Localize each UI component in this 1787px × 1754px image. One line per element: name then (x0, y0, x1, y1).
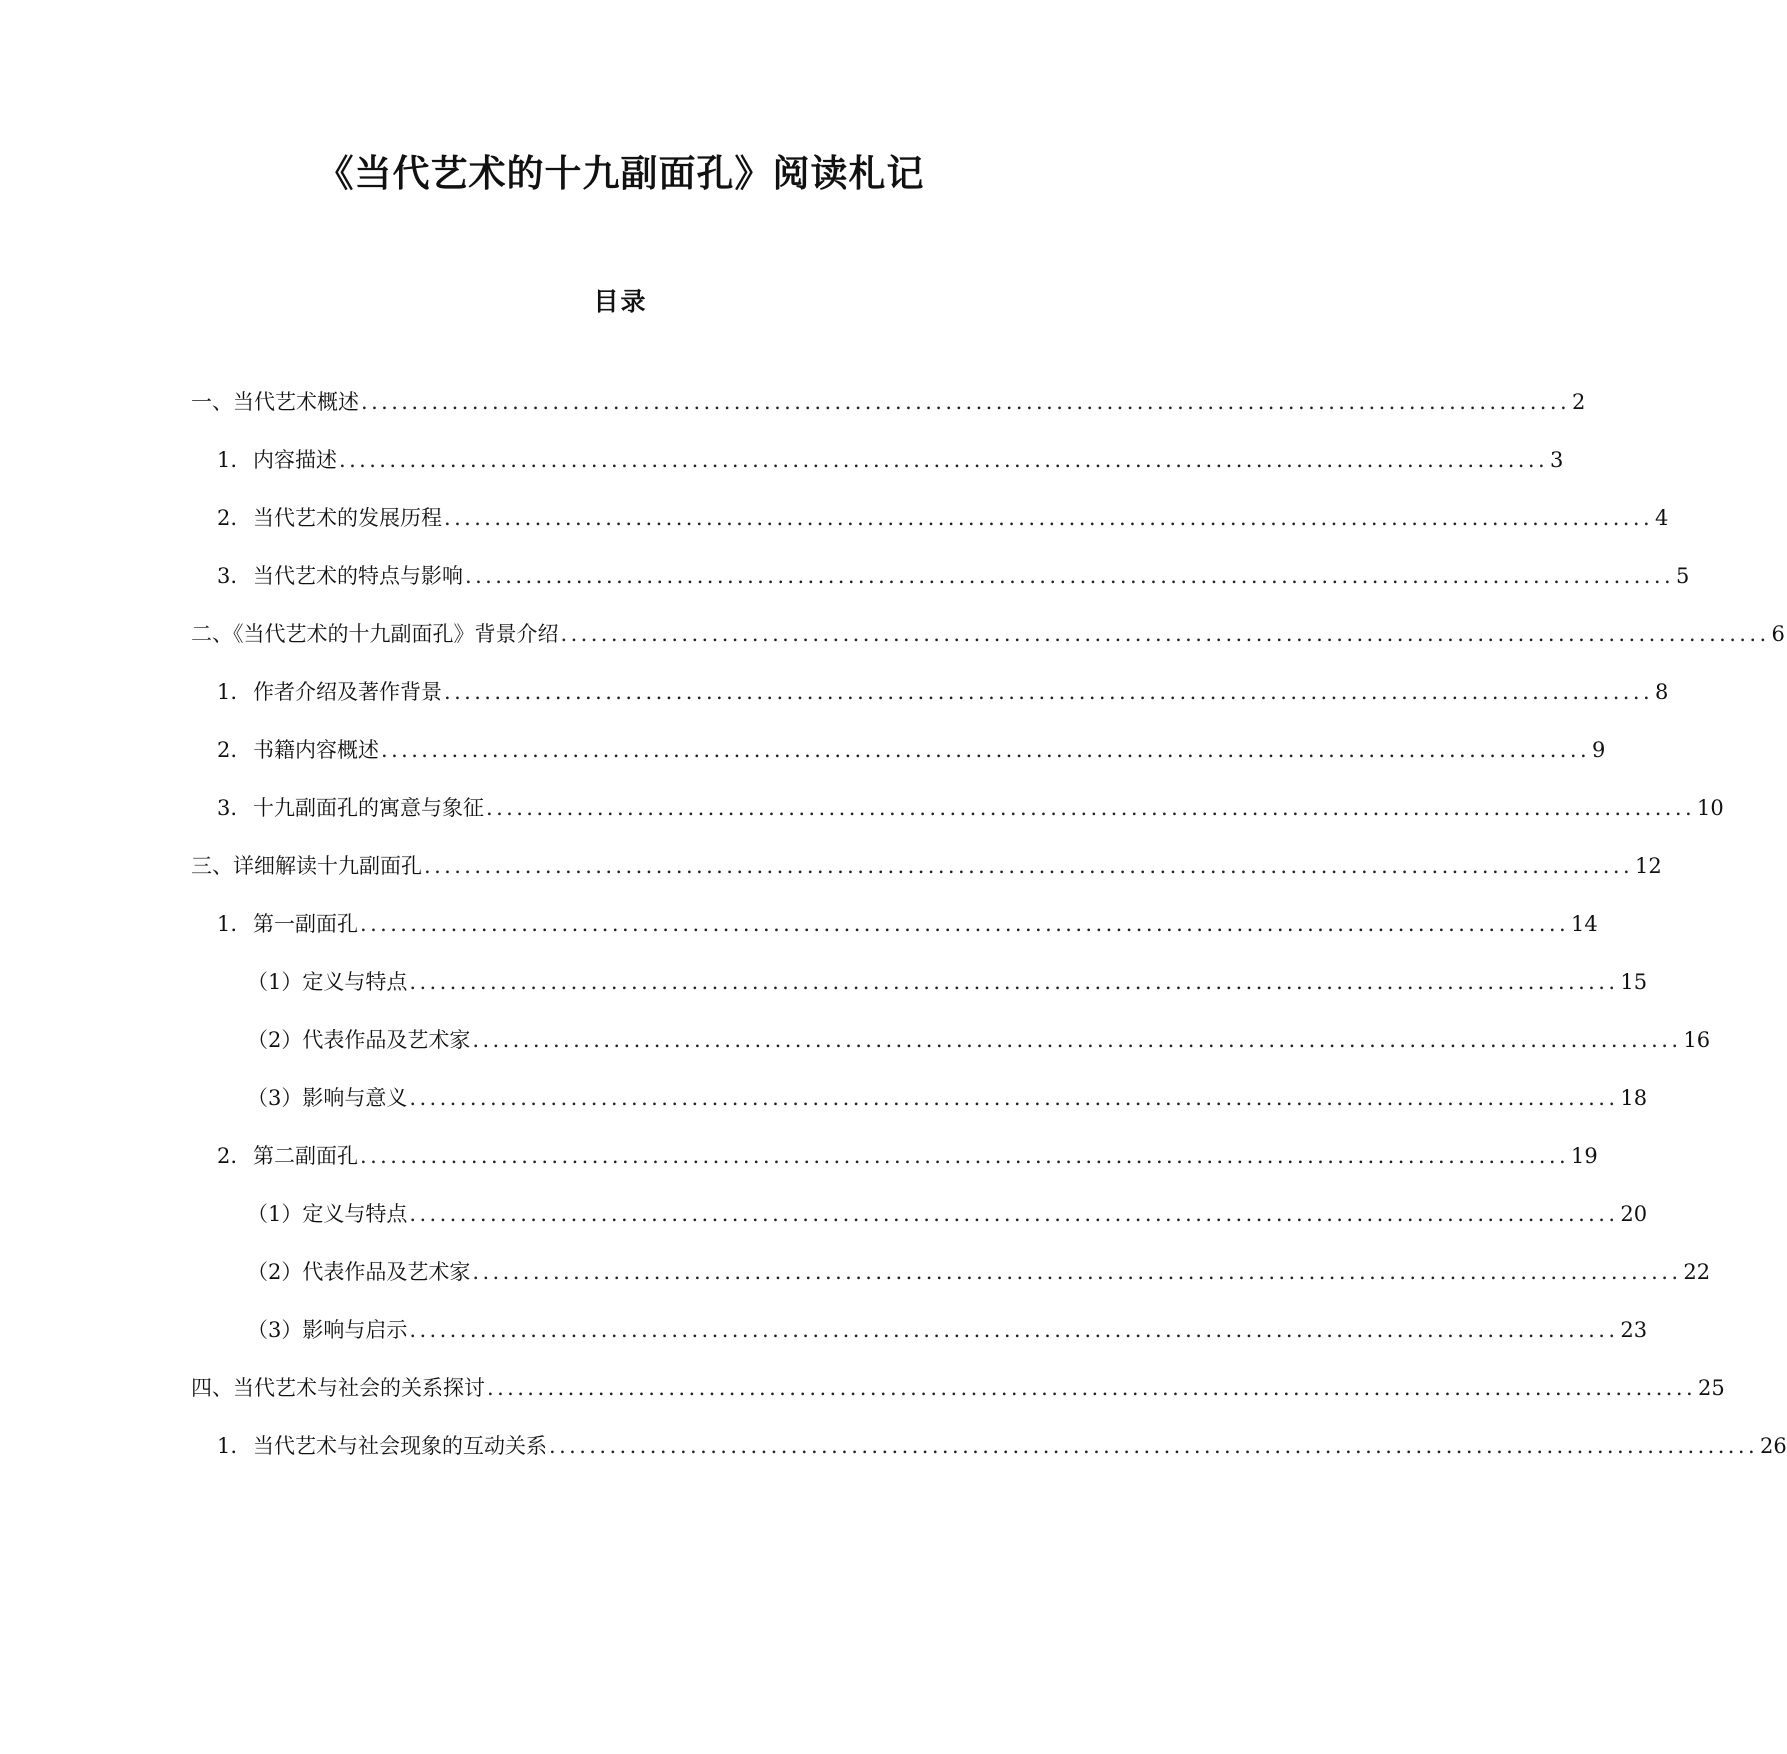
toc-leader-dots: ........................................................................................................................ (487, 1376, 1697, 1400)
toc-leader-dots: ........................................................................................................................ (486, 796, 1696, 820)
toc-entry[interactable] (217, 443, 1564, 477)
toc-entry-number: 1. (217, 680, 238, 704)
toc-page-number: 16 (1683, 1028, 1711, 1052)
toc-heading: 目录 (593, 287, 648, 316)
toc-leader-dots: ........................................................................................................................ (465, 564, 1675, 588)
toc-page-number: 9 (1592, 738, 1606, 762)
toc-leader-dots: ........................................................................................................................ (360, 912, 1570, 936)
toc-entry[interactable] (217, 1139, 1598, 1173)
toc-entry[interactable] (247, 1313, 1648, 1347)
toc-entry-text: 十九副面孔的寓意与象征 (253, 796, 484, 820)
toc-page-number: 14 (1571, 912, 1598, 936)
toc-leader-dots: ........................................................................................................................ (409, 1318, 1619, 1342)
toc-leader-dots: ........................................................................................................................ (409, 970, 1619, 994)
toc-entry-number: 2. (217, 1144, 238, 1168)
toc-page-number: 18 (1620, 1086, 1648, 1110)
toc-leader-dots: ........................................................................................................................ (361, 390, 1571, 414)
toc-entry-text: 当代艺术的特点与影响 (253, 564, 463, 588)
toc-page-number: 8 (1655, 680, 1669, 704)
toc-leader-dots: ........................................................................................................................ (381, 738, 1591, 762)
toc-leader-dots: ........................................................................................................................ (424, 854, 1634, 878)
toc-entry-text: 第二副面孔 (253, 1144, 358, 1168)
toc-page-number: 26 (1760, 1434, 1787, 1458)
toc-page-number: 12 (1635, 854, 1662, 878)
toc-page-number: 23 (1620, 1318, 1648, 1342)
toc-entry-number: 1. (217, 912, 238, 936)
toc-entry-text: 书籍内容概述 (253, 738, 379, 762)
toc-page-number: 22 (1683, 1260, 1711, 1284)
toc-page-number: 5 (1676, 564, 1690, 588)
toc-page-number: 4 (1655, 506, 1669, 530)
toc-leader-dots: ........................................................................................................................ (560, 622, 1770, 646)
toc-entry-text: 一、当代艺术概述 (191, 390, 359, 414)
toc-entry-text: 二、《当代艺术的十九副面孔》背景介绍 (191, 622, 559, 646)
toc-page-number: 3 (1550, 448, 1564, 472)
toc-entry-text: 第一副面孔 (253, 912, 358, 936)
toc-entry[interactable] (217, 1429, 1787, 1463)
toc-entry-number: 3. (217, 564, 238, 588)
toc-page-number: 6 (1771, 622, 1785, 646)
toc-leader-dots: ........................................................................................................................ (360, 1144, 1570, 1168)
toc-entry[interactable] (247, 1197, 1648, 1231)
toc-entry-text: （3）影响与意义 (247, 1086, 408, 1110)
toc-entry[interactable] (191, 617, 1785, 651)
toc-entry-text: （1）定义与特点 (247, 1202, 408, 1226)
toc-entry-number: 1. (217, 448, 238, 472)
toc-leader-dots: ........................................................................................................................ (472, 1028, 1682, 1052)
toc-entry[interactable] (217, 791, 1724, 825)
toc-entry-number: 1. (217, 1434, 238, 1458)
toc-entry-text: 内容描述 (253, 448, 337, 472)
toc-leader-dots: ........................................................................................................................ (444, 680, 1654, 704)
toc-entry[interactable] (247, 1081, 1648, 1115)
document-title: 《当代艺术的十九副面孔》阅读札记 (316, 152, 925, 195)
toc-entry[interactable] (217, 733, 1606, 767)
toc-leader-dots: ........................................................................................................................ (409, 1202, 1619, 1226)
toc-entry-text: 作者介绍及著作背景 (253, 680, 442, 704)
toc-entry[interactable] (191, 849, 1662, 883)
toc-entry-text: （2）代表作品及艺术家 (247, 1260, 471, 1284)
toc-page-number: 19 (1571, 1144, 1598, 1168)
toc-page-number: 15 (1620, 970, 1648, 994)
toc-entry[interactable] (217, 675, 1669, 709)
toc-entry-number: 3. (217, 796, 238, 820)
toc-entry-text: （2）代表作品及艺术家 (247, 1028, 471, 1052)
toc-entry[interactable] (247, 1255, 1711, 1289)
toc-leader-dots: ........................................................................................................................ (444, 506, 1654, 530)
toc-entry[interactable] (191, 385, 1586, 419)
toc-leader-dots: ........................................................................................................................ (472, 1260, 1682, 1284)
toc-entry-text: 三、详细解读十九副面孔 (191, 854, 422, 878)
toc-page-number: 20 (1620, 1202, 1648, 1226)
toc-entry-text: 四、当代艺术与社会的关系探讨 (191, 1376, 485, 1400)
toc-entry-text: 当代艺术的发展历程 (253, 506, 442, 530)
toc-entry[interactable] (247, 1023, 1711, 1057)
toc-entry-number: 2. (217, 506, 238, 530)
toc-entry-text: （3）影响与启示 (247, 1318, 408, 1342)
toc-entry-text: 当代艺术与社会现象的互动关系 (253, 1434, 547, 1458)
toc-page-number: 10 (1697, 796, 1724, 820)
toc-entry[interactable] (217, 907, 1598, 941)
toc-page-number: 2 (1572, 390, 1586, 414)
toc-entry[interactable] (247, 965, 1648, 999)
toc-entry[interactable] (191, 1371, 1725, 1405)
toc-entry[interactable] (217, 501, 1669, 535)
toc-page-number: 25 (1698, 1376, 1725, 1400)
toc-entry-number: 2. (217, 738, 238, 762)
toc-leader-dots: ........................................................................................................................ (339, 448, 1549, 472)
toc-entry[interactable] (217, 559, 1690, 593)
toc-leader-dots: ........................................................................................................................ (409, 1086, 1619, 1110)
toc-leader-dots: ........................................................................................................................ (549, 1434, 1759, 1458)
toc-entry-text: （1）定义与特点 (247, 970, 408, 994)
